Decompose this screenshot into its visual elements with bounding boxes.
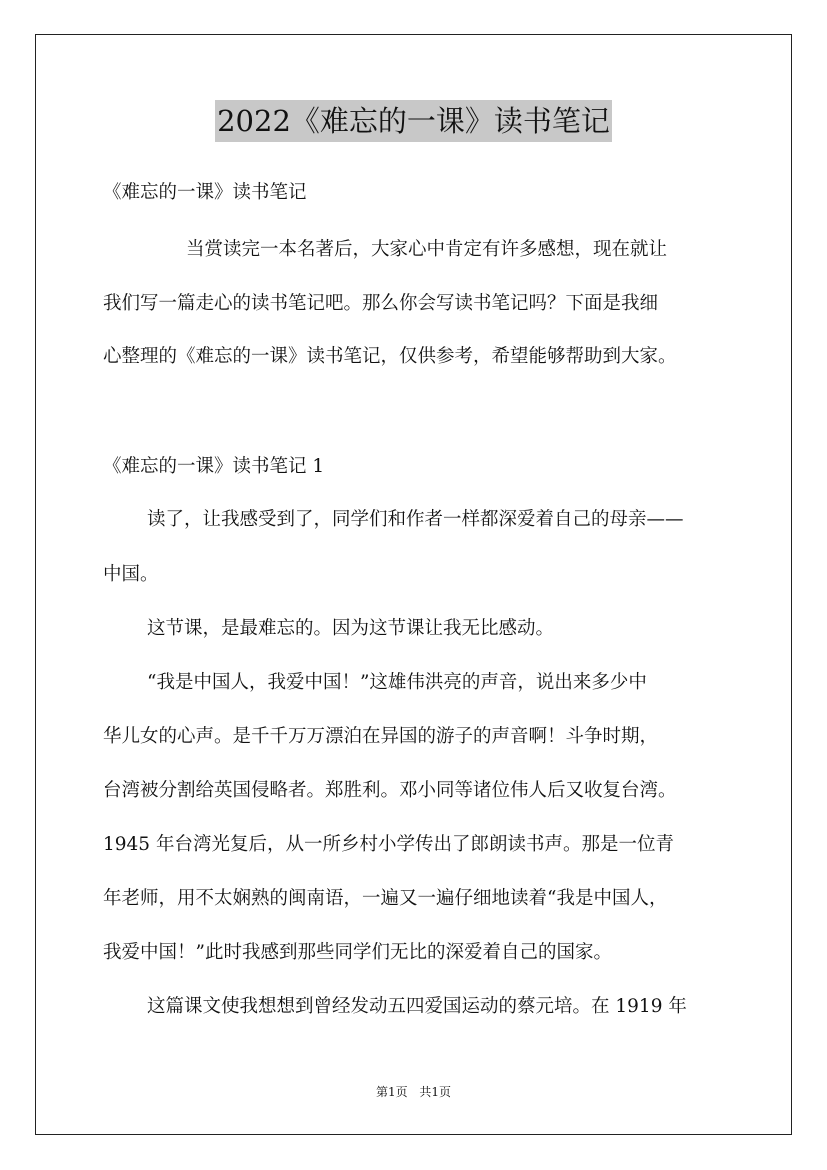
body-line-3: 这节课，是最难忘的。因为这节课让我无比感动。: [147, 618, 555, 639]
page-number: 第1页: [375, 1085, 408, 1099]
body-line-7: 1945 年台湾光复后，从一所乡村小学传出了郎朗读书声。那是一位青: [103, 834, 674, 855]
document-subtitle: 《难忘的一课》读书笔记: [103, 182, 307, 203]
body-line-8: 年老师，用不太娴熟的闽南语，一遍又一遍仔细地读着“我是中国人，: [103, 888, 668, 909]
total-pages: 共1页: [419, 1085, 452, 1099]
body-line-5: 华儿女的心声。是千千万万漂泊在异国的游子的声音啊！斗争时期，: [103, 726, 659, 747]
document-title: 2022《难忘的一课》读书笔记: [215, 100, 612, 142]
body-line-1: 读了，让我感受到了，同学们和作者一样都深爱着自己的母亲——: [147, 509, 684, 530]
body-line-4: “我是中国人，我爱中国！”这雄伟洪亮的声音，说出来多少中: [147, 672, 647, 693]
body-line-9: 我爱中国！”此时我感到那些同学们无比的深爱着自己的国家。: [103, 942, 612, 963]
body-line-6: 台湾被分割给英国侵略者。郑胜利。邓小同等诸位伟人后又收复台湾。: [103, 780, 677, 801]
title-container: [0, 100, 827, 142]
intro-line-3: 心整理的《难忘的一课》读书笔记，仅供参考，希望能够帮助到大家。: [103, 346, 677, 367]
intro-line-1: 当赏读完一本名著后，大家心中肯定有许多感想，现在就让: [186, 239, 668, 260]
section-heading: 《难忘的一课》读书笔记 1: [103, 456, 325, 477]
intro-line-2: 我们写一篇走心的读书笔记吧。那么你会写读书笔记吗？下面是我细: [103, 293, 659, 314]
body-line-10: 这篇课文使我想想到曾经发动五四爱国运动的蔡元培。在 1919 年: [147, 996, 687, 1017]
body-line-2: 中国。: [103, 564, 159, 585]
page-footer: [0, 1084, 827, 1100]
